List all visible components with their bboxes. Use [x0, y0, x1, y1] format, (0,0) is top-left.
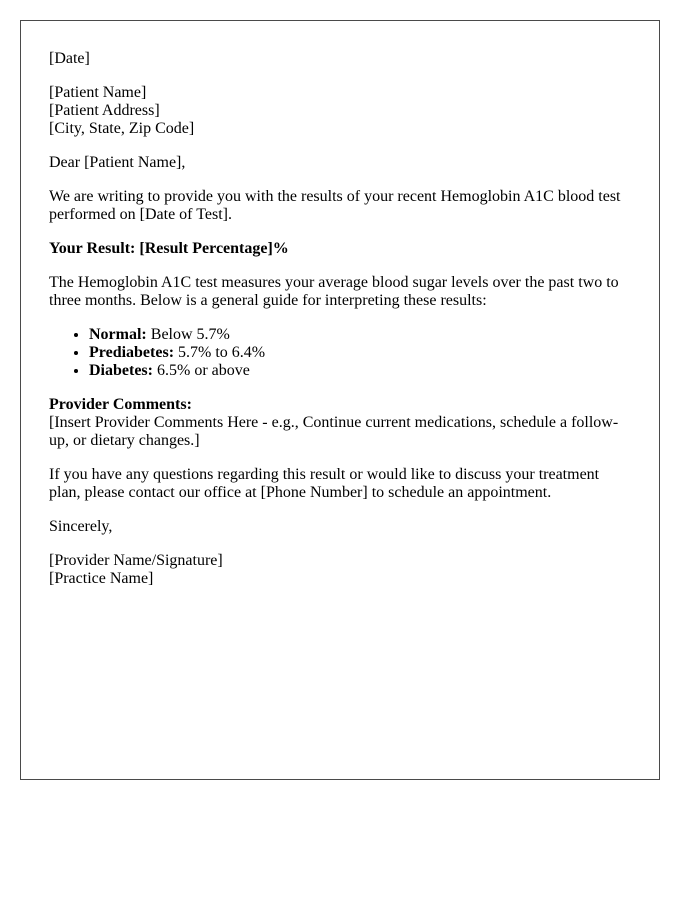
range-value: Below 5.7% — [150, 326, 230, 343]
provider-comments-heading: Provider Comments: — [49, 396, 192, 413]
signature-block — [49, 552, 631, 588]
intro-paragraph: We are writing to provide you with the results of your recent Hemoglobin A1C blood test performed on [Date of Test]. — [49, 188, 621, 223]
ranges-list — [49, 326, 631, 380]
result-label: Your Result: — [49, 240, 136, 257]
closing-paragraph: If you have any questions regarding this result or would like to discuss your treatment plan, please contact our office at [Phone Number] to schedule an appointment. — [49, 466, 600, 501]
letter-date: [Date] — [49, 50, 90, 67]
range-label: Prediabetes: — [89, 344, 175, 361]
signoff: Sincerely, — [49, 518, 113, 535]
range-item-normal — [89, 326, 631, 344]
recipient-block — [49, 84, 631, 138]
range-item-diabetes — [89, 362, 631, 380]
range-label: Normal: — [89, 326, 147, 343]
salutation: Dear [Patient Name], — [49, 154, 186, 171]
range-label: Diabetes: — [89, 362, 153, 379]
result-value: [Result Percentage]% — [139, 240, 289, 257]
range-value: 6.5% or above — [156, 362, 250, 379]
result-line — [49, 240, 631, 258]
recipient-name: [Patient Name] — [49, 84, 147, 101]
provider-comments-block — [49, 396, 631, 450]
explanation-paragraph: The Hemoglobin A1C test measures your average blood sugar levels over the past two to three months. Below is a general guide for interpreting these results: — [49, 274, 619, 309]
letter-page — [20, 20, 660, 780]
practice-name: [Practice Name] — [49, 570, 154, 587]
recipient-address: [Patient Address] — [49, 102, 160, 119]
recipient-city-state-zip: [City, State, Zip Code] — [49, 120, 195, 137]
provider-comments-text: [Insert Provider Comments Here - e.g., Continue current medications, schedule a follow-up, or dietary changes.] — [49, 414, 619, 449]
range-value: 5.7% to 6.4% — [178, 344, 266, 361]
provider-signature: [Provider Name/Signature] — [49, 552, 223, 569]
range-item-prediabetes — [89, 344, 631, 362]
